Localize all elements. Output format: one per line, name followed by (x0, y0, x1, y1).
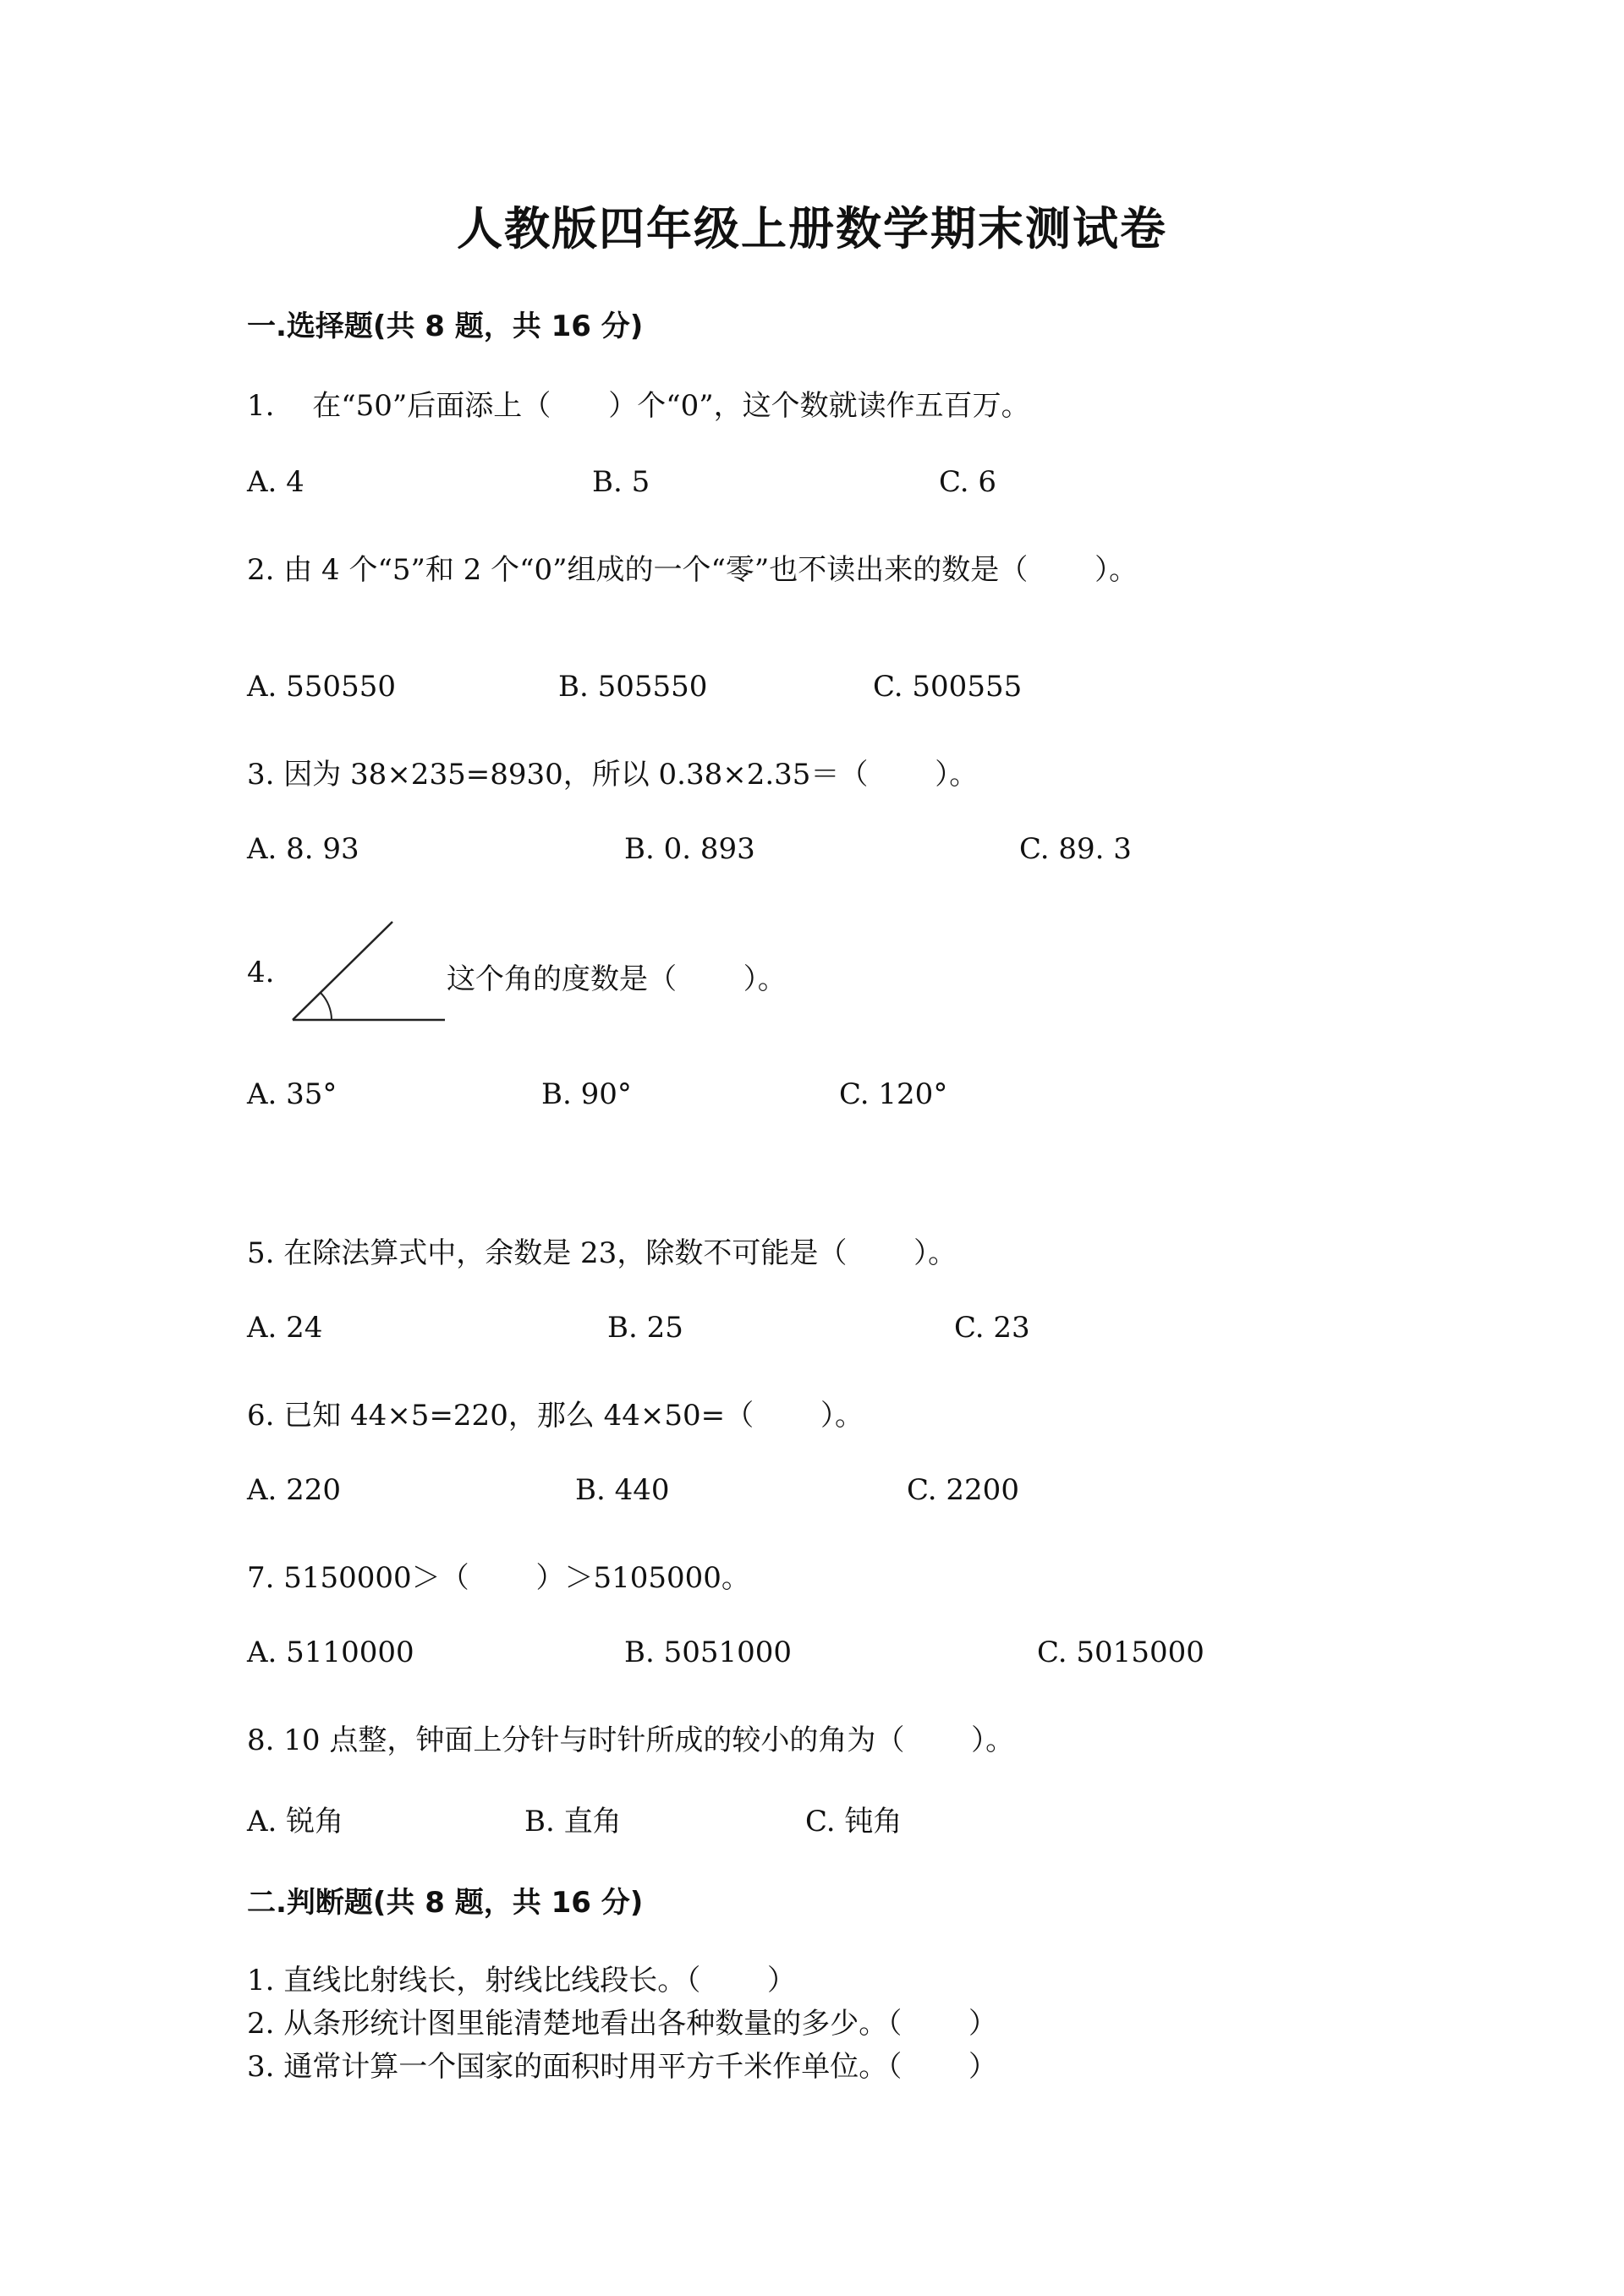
option-4-c: C. 120° (839, 1077, 948, 1111)
option-1-a: A. 4 (247, 465, 304, 499)
option-5-b: B. 25 (607, 1311, 683, 1345)
question-5: 5. 在除法算式中，余数是 23，除数不可能是（ ）。 (247, 1236, 957, 1270)
option-6-b: B. 440 (575, 1473, 670, 1507)
question-1: 1. 在“50”后面添上（ ）个“0”，这个数就读作五百万。 (247, 389, 1030, 423)
option-6-a: A. 220 (247, 1473, 342, 1507)
judge-question-2: 2. 从条形统计图里能清楚地看出各种数量的多少。（ ） (247, 2007, 998, 2041)
question-3: 3. 因为 38×235=8930，所以 0.38×2.35＝（ ）。 (247, 758, 979, 792)
option-1-c: C. 6 (939, 465, 997, 499)
option-2-b: B. 505550 (558, 670, 708, 704)
option-3-c: C. 89. 3 (1019, 832, 1132, 866)
question-4: 这个角的度数是（ ）。 (447, 962, 787, 996)
option-7-c: C. 5015000 (1037, 1636, 1204, 1669)
option-8-c: C. 钝角 (805, 1805, 903, 1838)
option-6-c: C. 2200 (907, 1473, 1019, 1507)
section-title-choice: 一.选择题(共 8 题，共 16 分) (247, 310, 644, 343)
option-2-a: A. 550550 (247, 670, 396, 704)
option-4-a: A. 35° (247, 1077, 337, 1111)
option-2-c: C. 500555 (873, 670, 1023, 704)
page-title: 人教版四年级上册数学期末测试卷 (457, 202, 1167, 255)
judge-question-3: 3. 通常计算一个国家的面积时用平方千米作单位。（ ） (247, 2050, 998, 2084)
option-5-c: C. 23 (954, 1311, 1030, 1345)
option-3-a: A. 8. 93 (247, 832, 359, 866)
option-5-a: A. 24 (247, 1311, 323, 1345)
angle-diagram (284, 920, 453, 1027)
question-4-number: 4. (247, 956, 275, 989)
option-8-b: B. 直角 (524, 1805, 622, 1838)
question-7: 7. 5150000＞（ ）＞5105000。 (247, 1561, 750, 1595)
option-8-a: A. 锐角 (247, 1805, 344, 1838)
option-7-b: B. 5051000 (624, 1636, 793, 1669)
option-7-a: A. 5110000 (247, 1636, 414, 1669)
section-title-judge: 二.判断题(共 8 题，共 16 分) (247, 1886, 644, 1920)
judge-question-1: 1. 直线比射线长，射线比线段长。（ ） (247, 1964, 797, 1997)
question-2: 2. 由 4 个“5”和 2 个“0”组成的一个“零”也不读出来的数是（ ）。 (247, 553, 1138, 587)
option-3-b: B. 0. 893 (624, 832, 755, 866)
question-6: 6. 已知 44×5=220，那么 44×50=（ ）。 (247, 1399, 864, 1433)
option-1-b: B. 5 (592, 465, 650, 499)
question-8: 8. 10 点整，钟面上分针与时针所成的较小的角为（ ）。 (247, 1723, 1015, 1757)
option-4-b: B. 90° (541, 1077, 632, 1111)
